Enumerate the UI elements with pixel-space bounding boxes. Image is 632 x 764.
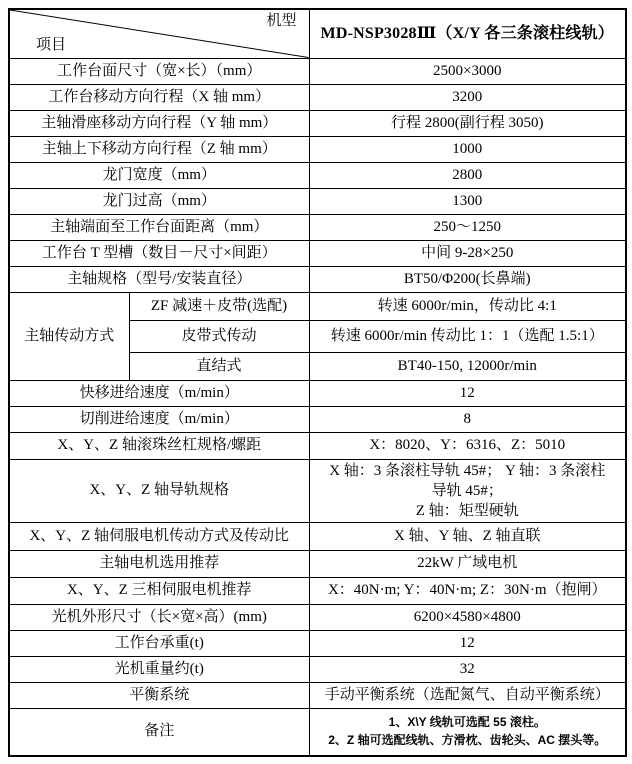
model-name: MD-NSP3028Ⅲ（X/Y 各三条滚柱线轨） — [309, 9, 626, 58]
table-row — [9, 708, 626, 756]
row-value-gantry-width: 2800 — [309, 162, 626, 188]
corner-label-item: 项目 — [36, 36, 67, 53]
row-value-rapid-feed: 12 — [309, 380, 626, 406]
row-value-spindle-spec: BT50/Φ200(长鼻端) — [309, 266, 626, 292]
table-row — [9, 432, 626, 459]
row-value-balance-system: 手动平衡系统（选配氮气、自动平衡系统） — [309, 682, 626, 708]
row-label-z-travel: 主轴上下移动方向行程（Z 轴 mm） — [9, 136, 309, 162]
guide-rail-line1: X 轴：3 条滚柱导轨 45#； Y 轴：3 条滚柱 — [329, 462, 606, 479]
sub-label-direct-drive: 直结式 — [129, 352, 309, 380]
sub-value-zf-belt: 转速 6000r/min，传动比 4:1 — [309, 292, 626, 320]
guide-rail-line3: Z 轴：矩型硬轨 — [415, 502, 519, 519]
row-label-rapid-feed: 快移进给速度（m/min） — [9, 380, 309, 406]
row-value-gantry-height: 1300 — [309, 188, 626, 214]
row-label-spindle-motor: 主轴电机选用推荐 — [9, 550, 309, 577]
table-row — [9, 266, 626, 292]
header-row — [9, 9, 626, 58]
sub-value-belt-drive: 转速 6000r/min 传动比 1：1（选配 1.5:1） — [309, 320, 626, 352]
row-value-t-slot: 中间 9-28×250 — [309, 240, 626, 266]
corner-label-model: 机型 — [266, 13, 297, 29]
row-label-three-phase-servo: X、Y、Z 三相伺服电机推荐 — [9, 577, 309, 604]
row-label-t-slot: 工作台 T 型槽（数目－尺寸×间距） — [9, 240, 309, 266]
row-value-table-load: 12 — [309, 630, 626, 656]
row-label-gantry-height: 龙门过高（mm） — [9, 188, 309, 214]
row-label-cutting-feed: 切削进给速度（m/min） — [9, 406, 309, 432]
table-row — [9, 682, 626, 708]
table-row — [9, 380, 626, 406]
row-label-worktable-size: 工作台面尺寸（宽×长）（mm） — [9, 58, 309, 84]
table-row — [9, 84, 626, 110]
row-value-servo-transmission: X 轴、Y 轴、Z 轴直联 — [309, 522, 626, 550]
table-row — [9, 522, 626, 550]
row-label-balance-system: 平衡系统 — [9, 682, 309, 708]
row-value-three-phase-servo: X：40N·m; Y：40N·m; Z：30N·m（抱闸） — [309, 577, 626, 604]
row-label-gantry-width: 龙门宽度（mm） — [9, 162, 309, 188]
row-value-x-travel: 3200 — [309, 84, 626, 110]
row-value-cutting-feed: 8 — [309, 406, 626, 432]
table-row — [9, 110, 626, 136]
row-label-machine-weight: 光机重量约(t) — [9, 656, 309, 682]
row-value-spindle-to-table: 250～1250 — [309, 214, 626, 240]
row-label-x-travel: 工作台移动方向行程（X 轴 mm） — [9, 84, 309, 110]
row-label-y-travel: 主轴滑座移动方向行程（Y 轴 mm） — [9, 110, 309, 136]
table-row — [9, 604, 626, 630]
spec-table — [8, 8, 627, 757]
table-row — [9, 162, 626, 188]
sub-value-direct-drive: BT40-150, 12000r/min — [309, 352, 626, 380]
sub-label-zf-belt: ZF 减速＋皮带(选配) — [129, 292, 309, 320]
row-label-spindle-to-table: 主轴端面至工作台面距离（mm） — [9, 214, 309, 240]
row-label-notes: 备注 — [9, 708, 309, 756]
table-row — [9, 406, 626, 432]
row-value-z-travel: 1000 — [309, 136, 626, 162]
row-value-ballscrew: X：8020、Y：6316、Z：5010 — [309, 432, 626, 459]
table-row — [9, 577, 626, 604]
note-line2: 2、Z 轴可选配线轨、方滑枕、齿轮头、AC 摆头等。 — [328, 733, 607, 748]
corner-cell — [9, 9, 309, 58]
row-value-guide-rail — [309, 459, 626, 522]
table-row — [9, 459, 626, 522]
row-value-machine-dimensions: 6200×4580×4800 — [309, 604, 626, 630]
row-label-table-load: 工作台承重(t) — [9, 630, 309, 656]
row-label-ballscrew: X、Y、Z 轴滚珠丝杠规格/螺距 — [9, 432, 309, 459]
row-label-machine-dimensions: 光机外形尺寸（长×宽×高）(mm) — [9, 604, 309, 630]
table-row — [9, 550, 626, 577]
row-value-y-travel: 行程 2800(副行程 3050) — [309, 110, 626, 136]
table-row — [9, 58, 626, 84]
row-label-servo-transmission: X、Y、Z 轴伺服电机传动方式及传动比 — [9, 522, 309, 550]
row-value-notes — [309, 708, 626, 756]
table-row — [9, 136, 626, 162]
table-row — [9, 240, 626, 266]
row-value-worktable-size: 2500×3000 — [309, 58, 626, 84]
sub-label-belt-drive: 皮带式传动 — [129, 320, 309, 352]
table-row — [9, 214, 626, 240]
row-value-machine-weight: 32 — [309, 656, 626, 682]
guide-rail-line2: 导轨 45#； — [431, 482, 503, 499]
row-label-guide-rail: X、Y、Z 轴导轨规格 — [9, 459, 309, 522]
group-label-spindle-drive: 主轴传动方式 — [9, 292, 129, 380]
table-row — [9, 188, 626, 214]
row-value-spindle-motor: 22kW 广域电机 — [309, 550, 626, 577]
table-row — [9, 292, 626, 320]
table-row — [9, 656, 626, 682]
table-row — [9, 630, 626, 656]
note-line1: 1、X\Y 线轨可选配 55 滚柱。 — [388, 715, 546, 730]
row-label-spindle-spec: 主轴规格（型号/安装直径） — [9, 266, 309, 292]
